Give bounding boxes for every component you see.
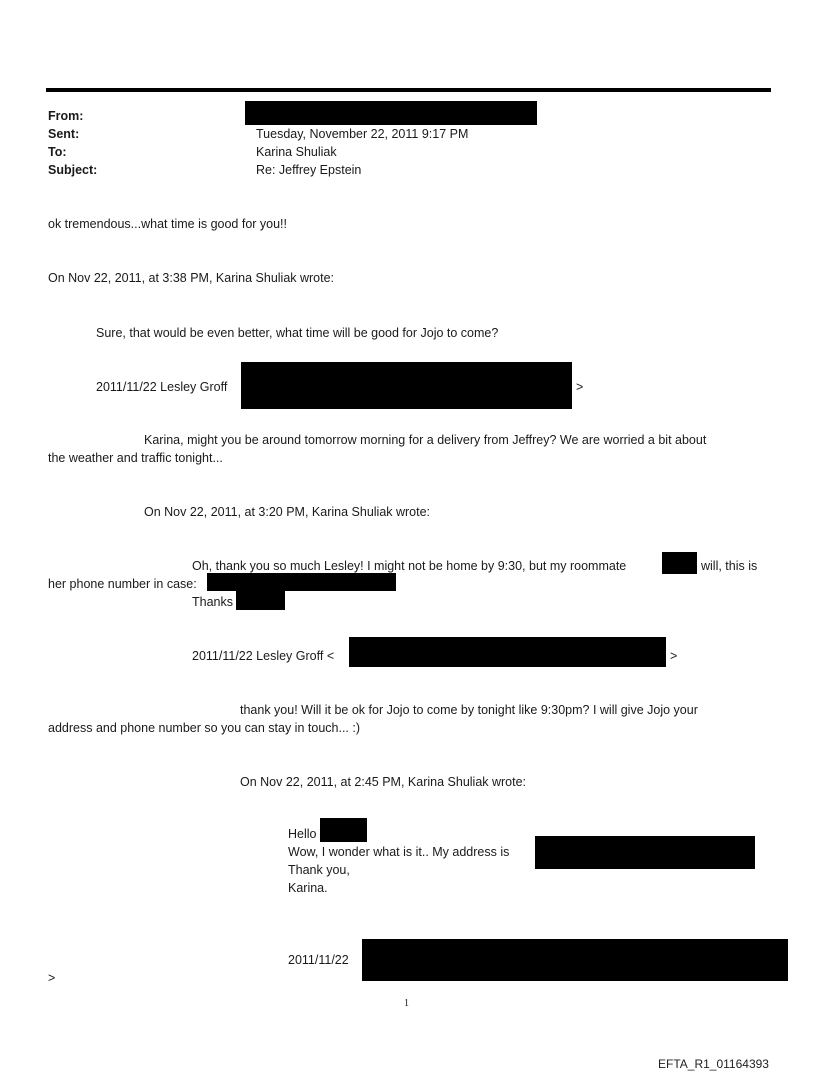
redaction-roommate bbox=[662, 552, 697, 574]
from-label: From: bbox=[48, 109, 84, 123]
quote1-attribution: On Nov 22, 2011, at 3:38 PM, Karina Shuliak wrote: bbox=[48, 271, 335, 285]
document-id: EFTA_R1_01164393 bbox=[658, 1057, 769, 1071]
quote3-attribution: On Nov 22, 2011, at 3:20 PM, Karina Shuliak wrote: bbox=[144, 505, 431, 519]
quote3-line2: her phone number in case: bbox=[48, 577, 197, 591]
quote4-attribution: 2011/11/22 Lesley Groff < bbox=[192, 649, 335, 663]
quote5-thankyou: Thank you, bbox=[288, 863, 350, 877]
quote3-line1-end: will, this is bbox=[701, 559, 758, 573]
subject-value: Re: Jeffrey Epstein bbox=[256, 163, 362, 177]
quote4-attribution-end: > bbox=[670, 649, 678, 663]
quote2-line2: the weather and traffic tonight... bbox=[48, 451, 223, 465]
to-value: Karina Shuliak bbox=[256, 145, 337, 159]
redaction-phone bbox=[207, 573, 396, 591]
quote6-attribution: 2011/11/22 bbox=[288, 953, 349, 967]
redaction-address bbox=[535, 836, 755, 869]
quote5-hello: Hello bbox=[288, 827, 317, 841]
header-rule bbox=[46, 88, 771, 92]
quote4-line1: thank you! Will it be ok for Jojo to come by tonight like 9:30pm? I will give Jojo your bbox=[240, 703, 698, 717]
quote2-attribution-end: > bbox=[576, 380, 584, 394]
stray-gt: > bbox=[48, 971, 56, 985]
quote2-line1: Karina, might you be around tomorrow morning for a delivery from Jeffrey? We are worried a bit about bbox=[144, 433, 707, 447]
quote1-text: Sure, that would be even better, what time will be good for Jojo to come? bbox=[96, 326, 499, 340]
reply-line: ok tremendous...what time is good for you!! bbox=[48, 217, 288, 231]
redaction-from bbox=[245, 101, 537, 125]
quote4-line2: address and phone number so you can stay in touch... :) bbox=[48, 721, 360, 735]
quote3-line1: Oh, thank you so much Lesley! I might not be home by 9:30, but my roommate bbox=[192, 559, 627, 573]
subject-label: Subject: bbox=[48, 163, 98, 177]
redaction-email-1 bbox=[241, 362, 572, 409]
quote2-attribution: 2011/11/22 Lesley Groff bbox=[96, 380, 228, 394]
quote5-address-line: Wow, I wonder what is it.. My address is bbox=[288, 845, 510, 859]
redaction-thanks-name bbox=[236, 591, 285, 610]
sent-value: Tuesday, November 22, 2011 9:17 PM bbox=[256, 127, 469, 141]
sent-label: Sent: bbox=[48, 127, 80, 141]
redaction-email-3 bbox=[362, 939, 788, 981]
quote5-attribution: On Nov 22, 2011, at 2:45 PM, Karina Shuliak wrote: bbox=[240, 775, 527, 789]
to-label: To: bbox=[48, 145, 67, 159]
redaction-email-2 bbox=[349, 637, 666, 667]
redaction-hello-name bbox=[320, 818, 367, 842]
quote5-signature: Karina. bbox=[288, 881, 328, 895]
quote3-thanks: Thanks bbox=[192, 595, 233, 609]
page-number: 1 bbox=[404, 998, 409, 1009]
